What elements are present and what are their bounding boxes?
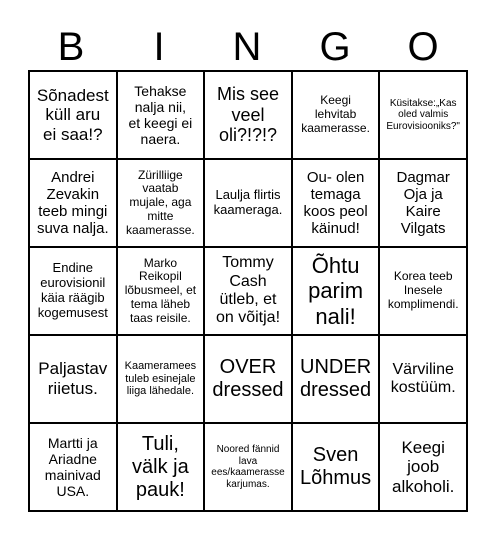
cell-text: Õhtu parim nali! — [308, 253, 364, 329]
cell-text: Värviline kostüüm. — [390, 360, 456, 396]
cell-text: Andrei Zevakin teeb mingi suva nalja. — [36, 168, 109, 238]
bingo-cell[interactable] — [204, 335, 292, 423]
cell-text: Noored fännid lava ees/kaamerasse karjumas. — [211, 444, 285, 490]
cell-text: Paljastav riietus. — [38, 359, 108, 398]
bingo-cell[interactable] — [292, 335, 380, 423]
bingo-cell[interactable] — [379, 247, 467, 335]
cell-text: Marko Reikopil lõbusmeel, et tema läheb taas reisile. — [124, 255, 197, 325]
cell-text: Ou- olen temaga koos peol käinud! — [303, 168, 368, 238]
bingo-cell[interactable] — [29, 423, 117, 511]
cell-text: Endine eurovisionil käia räägib kogemusest — [37, 260, 108, 320]
bingo-cell[interactable] — [379, 335, 467, 423]
bingo-cell[interactable] — [117, 423, 205, 511]
cell-text: Dagmar Oja ja Kaire Vilgats — [396, 168, 450, 238]
bingo-cell[interactable] — [204, 423, 292, 511]
bingo-cell[interactable] — [29, 71, 117, 159]
cell-text: UNDER dressed — [300, 356, 372, 401]
cell-text: Keegi lehvitab kaamerasse. — [301, 93, 370, 135]
header-letter-g: G — [319, 25, 353, 69]
bingo-cell[interactable] — [204, 247, 292, 335]
cell-text: Zürilliige vaatab mujale, aga mitte kaamerasse. — [126, 167, 195, 237]
cell-text: Küsitakse:„Kas oled valmis Eurovisiooniks?" — [386, 97, 460, 132]
cell-text: Korea teeb Inesele komplimendi. — [387, 269, 459, 311]
bingo-cell[interactable] — [379, 71, 467, 159]
bingo-cell[interactable] — [117, 71, 205, 159]
bingo-cell[interactable] — [292, 247, 380, 335]
cell-text: Tuli, välk ja pauk! — [132, 432, 189, 501]
bingo-grid — [28, 70, 468, 512]
bingo-cell[interactable] — [379, 423, 467, 511]
cell-text: Kaameramees tuleb esinejale liiga lähedale. — [124, 360, 197, 398]
bingo-cell[interactable] — [292, 159, 380, 247]
bingo-cell[interactable] — [292, 423, 380, 511]
cell-text: OVER dressed — [212, 356, 284, 401]
bingo-cell[interactable] — [292, 71, 380, 159]
cell-text: Martti ja Ariadne mainivad USA. — [44, 434, 101, 500]
bingo-cell[interactable] — [379, 159, 467, 247]
header-letter-n: N — [232, 25, 264, 69]
bingo-cell[interactable] — [117, 159, 205, 247]
header-letter-b: B — [57, 25, 87, 69]
cell-text: Sven Lõhmus — [300, 444, 372, 489]
cell-text: Keegi joob alkoholi. — [392, 437, 455, 496]
cell-text: Mis see veel oli?!?!? — [216, 83, 279, 146]
bingo-cell[interactable] — [204, 71, 292, 159]
bingo-header — [28, 22, 468, 72]
bingo-cell[interactable] — [117, 335, 205, 423]
bingo-cell[interactable] — [29, 247, 117, 335]
bingo-cell[interactable] — [29, 159, 117, 247]
bingo-cell[interactable] — [117, 247, 205, 335]
cell-text: Laulja flirtis kaameraga. — [213, 187, 283, 217]
bingo-cell[interactable] — [204, 159, 292, 247]
bingo-cell[interactable] — [29, 335, 117, 423]
cell-text: Tommy Cash ütleb, et on võitja! — [215, 254, 281, 327]
header-letter-o: O — [407, 25, 441, 69]
header-letter-i: I — [153, 25, 167, 69]
cell-text: Sõnadest küll aru ei saa!? — [36, 85, 109, 144]
cell-text: Tehakse nalja nii, et keegi ei naera. — [128, 82, 193, 148]
